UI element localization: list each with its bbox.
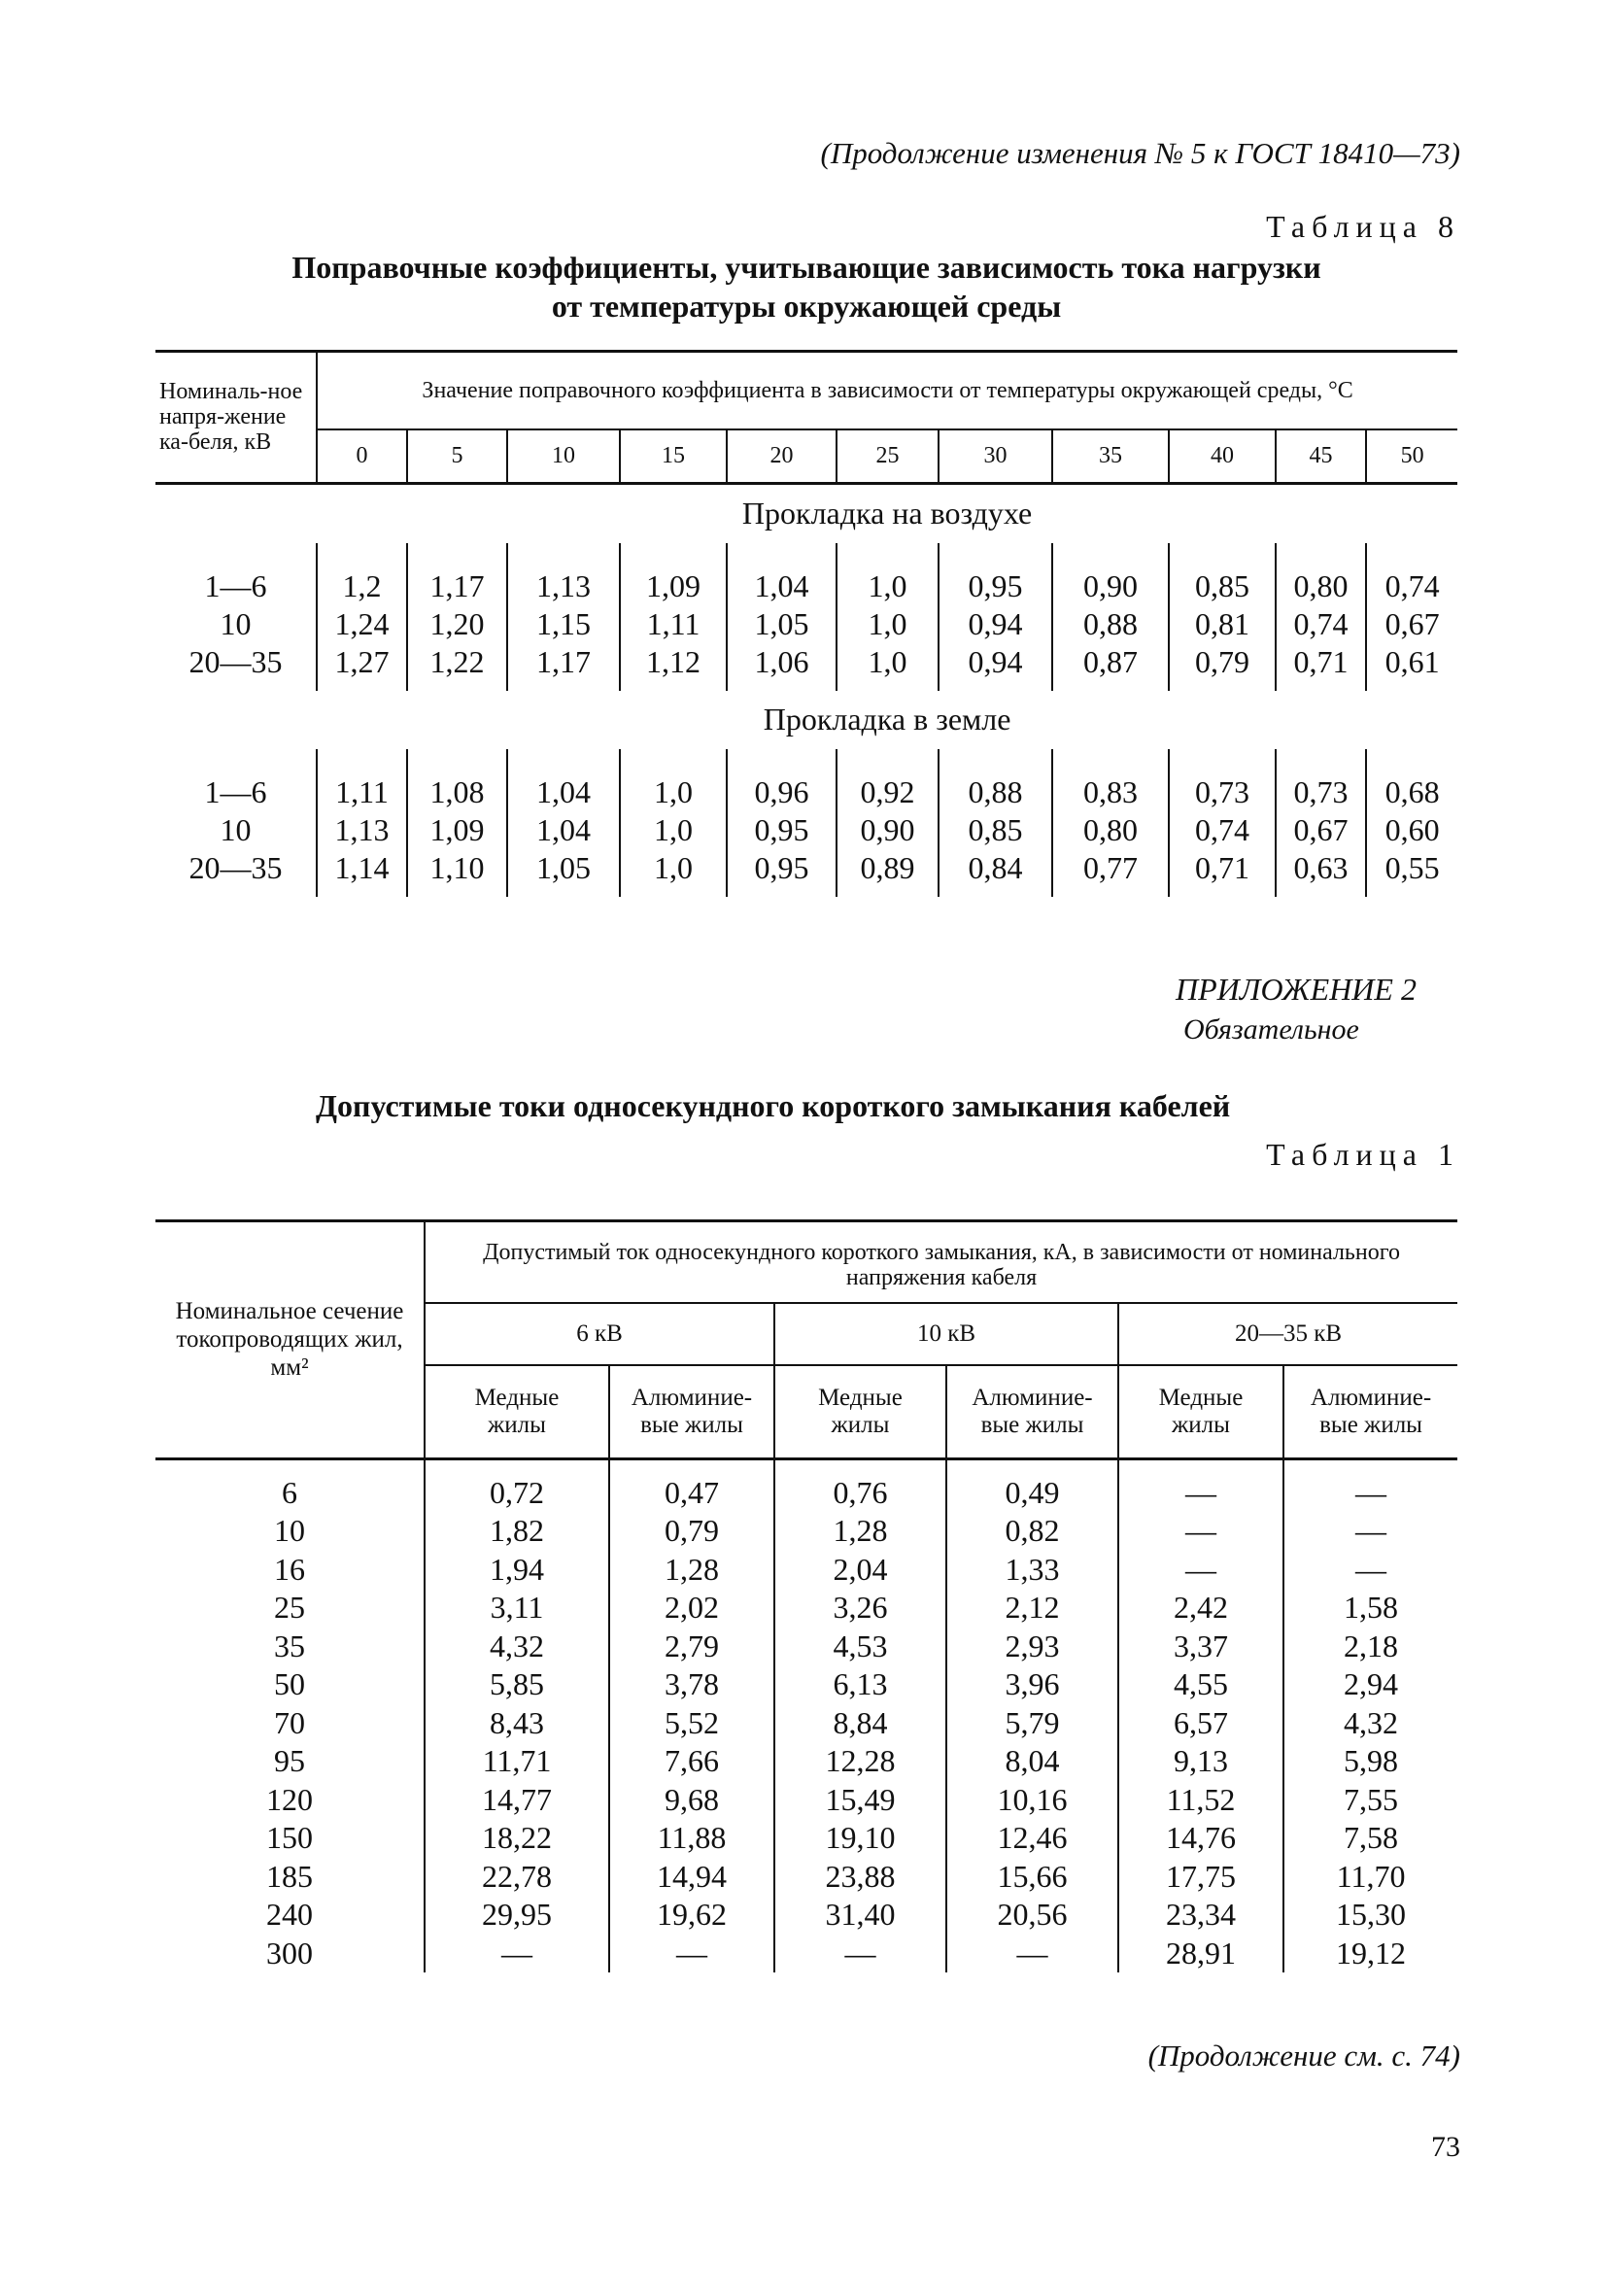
current-cell: 9,13 [1118, 1742, 1283, 1781]
current-cell: 1,28 [774, 1512, 946, 1551]
current-cell: 12,28 [774, 1742, 946, 1781]
current-cell: 0,79 [609, 1512, 774, 1551]
current-cell: — [609, 1935, 774, 1973]
coef-cell: 1,17 [407, 543, 507, 605]
current-cell: 7,55 [1283, 1781, 1457, 1820]
current-cell: 1,58 [1283, 1589, 1457, 1628]
coef-cell: 0,74 [1366, 543, 1457, 605]
coef-cell: 0,88 [939, 749, 1052, 811]
coef-row [155, 543, 1457, 605]
current-cell: 1,28 [609, 1551, 774, 1590]
current-cell: 15,49 [774, 1781, 946, 1820]
current-cell: 4,32 [1283, 1704, 1457, 1743]
current-cell: 2,42 [1118, 1589, 1283, 1628]
coef-cell: 1,0 [620, 749, 727, 811]
table8-voltage-header: Номиналь-ное напря-жение ка-беля, кВ [155, 352, 317, 484]
current-cell: 20,56 [946, 1896, 1118, 1935]
coef-row [155, 643, 1457, 691]
current-cell: 11,52 [1118, 1781, 1283, 1820]
coef-cell: 0,94 [939, 643, 1052, 691]
coef-cell: 1,2 [317, 543, 407, 605]
coef-cell: 0,67 [1366, 605, 1457, 643]
current-cell: 18,22 [425, 1819, 609, 1858]
current-cell: 5,52 [609, 1704, 774, 1743]
voltage-group-header: 20—35 кВ [1118, 1303, 1457, 1365]
voltage-group-header: 10 кВ [774, 1303, 1118, 1365]
temp-header-cell: 20 [727, 429, 837, 483]
coef-cell: 1,04 [507, 749, 620, 811]
coef-cell: 1,14 [317, 849, 407, 897]
current-cell: — [946, 1935, 1118, 1973]
section-cell: 120 [266, 1781, 313, 1817]
coef-cell: 1,11 [317, 749, 407, 811]
current-cell: 0,72 [425, 1458, 609, 1512]
coef-cell: 1,09 [407, 811, 507, 849]
current-cell: 4,53 [774, 1628, 946, 1666]
current-cell: — [1118, 1551, 1283, 1590]
temp-header-cell: 0 [317, 429, 407, 483]
temp-header-cell: 50 [1400, 442, 1424, 468]
current-cell: — [1118, 1458, 1283, 1512]
coef-cell: 1,04 [727, 543, 837, 605]
current-row [155, 1551, 1457, 1590]
current-cell: 9,68 [609, 1781, 774, 1820]
table8-title-line1: Поправочные коэффициенты, учитывающие зависимость тока нагрузки [291, 250, 1321, 285]
voltage-cell: 1—6 [204, 567, 267, 603]
current-cell: 0,76 [774, 1458, 946, 1512]
coef-cell: 0,83 [1052, 749, 1169, 811]
copper-header: Медные жилы [474, 1384, 560, 1438]
current-cell: 8,04 [946, 1742, 1118, 1781]
current-cell: 29,95 [425, 1896, 609, 1935]
current-cell: 31,40 [774, 1896, 946, 1935]
current-row [155, 1512, 1457, 1551]
current-cell: — [425, 1935, 609, 1973]
current-cell: 15,30 [1283, 1896, 1457, 1935]
coef-cell: 0,88 [1052, 605, 1169, 643]
current-cell: 2,18 [1283, 1628, 1457, 1666]
current-cell: 0,47 [609, 1458, 774, 1512]
current-cell: 7,66 [609, 1742, 774, 1781]
current-cell: 2,02 [609, 1589, 774, 1628]
current-cell: 14,77 [425, 1781, 609, 1820]
coef-cell: 0,89 [837, 849, 939, 897]
current-cell: 6,13 [774, 1665, 946, 1704]
current-cell: 23,88 [774, 1858, 946, 1897]
current-cell: 3,78 [609, 1665, 774, 1704]
current-row [155, 1819, 1457, 1858]
coef-cell: 0,68 [1366, 749, 1457, 811]
current-cell: 1,94 [425, 1551, 609, 1590]
coef-cell: 1,17 [507, 643, 620, 691]
coef-cell: 1,24 [317, 605, 407, 643]
coef-cell: 0,90 [837, 811, 939, 849]
coef-cell: 1,08 [407, 749, 507, 811]
coef-cell: 0,95 [727, 811, 837, 849]
voltage-group-header: 6 кВ [576, 1320, 623, 1347]
current-cell: 19,12 [1283, 1935, 1457, 1973]
current-cell: 3,26 [774, 1589, 946, 1628]
current-row [155, 1858, 1457, 1897]
coef-cell: 0,74 [1276, 605, 1366, 643]
coef-cell: 1,13 [317, 811, 407, 849]
coef-cell: 0,55 [1366, 849, 1457, 897]
coef-cell: 1,04 [507, 811, 620, 849]
temp-header-cell: 40 [1169, 429, 1276, 483]
coef-cell: 0,80 [1052, 811, 1169, 849]
current-cell: 19,10 [774, 1819, 946, 1858]
voltage-cell: 10 [220, 811, 252, 847]
correction-coefficients-table [155, 350, 1457, 897]
coef-cell: 0,71 [1169, 849, 1276, 897]
coef-cell: 1,0 [620, 811, 727, 849]
coef-cell: 1,05 [507, 849, 620, 897]
current-cell: 8,43 [425, 1704, 609, 1743]
current-cell: 0,82 [946, 1512, 1118, 1551]
coef-cell: 1,20 [407, 605, 507, 643]
current-cell: 5,85 [425, 1665, 609, 1704]
current-cell: — [1283, 1458, 1457, 1512]
current-cell: 11,88 [609, 1819, 774, 1858]
table8-caption: Таблица 8 [1266, 209, 1460, 244]
current-row [155, 1896, 1457, 1935]
coef-cell: 0,63 [1276, 849, 1366, 897]
temp-header-cell: 10 [507, 429, 620, 483]
coef-cell: 1,11 [620, 605, 727, 643]
current-cell: 10,16 [946, 1781, 1118, 1820]
current-cell: 17,75 [1118, 1858, 1283, 1897]
current-cell: 14,94 [609, 1858, 774, 1897]
current-cell: 7,58 [1283, 1819, 1457, 1858]
appendix-label: ПРИЛОЖЕНИЕ 2 [1176, 972, 1417, 1007]
coef-row [155, 605, 1457, 643]
coef-cell: 1,27 [317, 643, 407, 691]
voltage-cell: 20—35 [188, 643, 283, 679]
coef-cell: 1,0 [837, 543, 939, 605]
coef-row [155, 811, 1457, 849]
aluminium-header: Алюминие-вые жилы [609, 1365, 774, 1458]
coef-cell: 0,77 [1052, 849, 1169, 897]
coef-cell: 0,71 [1276, 643, 1366, 691]
current-cell: 2,04 [774, 1551, 946, 1590]
current-cell: 15,66 [946, 1858, 1118, 1897]
current-row [155, 1665, 1457, 1704]
section-ground-label: Прокладка в земле [763, 702, 1011, 737]
current-cell: 22,78 [425, 1858, 609, 1897]
section-cell: 240 [266, 1897, 313, 1932]
current-row [155, 1742, 1457, 1781]
temp-header-cell: 5 [407, 429, 507, 483]
table8-coef-header: Значение поправочного коэффициента в зависимости от температуры окружающей среды, °С [317, 352, 1457, 430]
current-cell: — [1283, 1551, 1457, 1590]
section-cell: 150 [266, 1820, 313, 1855]
coef-row [155, 849, 1457, 897]
current-cell: 6,57 [1118, 1704, 1283, 1743]
continuation-header: (Продолжение изменения № 5 к ГОСТ 18410—73) [820, 136, 1460, 170]
table1-section-header: Номинальное сечение токопроводящих жил, мм² [155, 1221, 425, 1459]
current-row [155, 1458, 1457, 1512]
coef-cell: 1,10 [407, 849, 507, 897]
section-cell: 10 [274, 1513, 305, 1548]
section-cell: 35 [274, 1628, 305, 1663]
current-cell: 3,96 [946, 1665, 1118, 1704]
appendix-status: Обязательное [1183, 1013, 1359, 1045]
section-cell: 185 [266, 1858, 313, 1894]
short-circuit-currents-table [155, 1219, 1457, 1972]
coef-cell: 0,95 [939, 543, 1052, 605]
aluminium-header: Алюминие-вые жилы [1283, 1365, 1457, 1458]
current-row [155, 1628, 1457, 1666]
temp-header-cell: 35 [1052, 429, 1169, 483]
coef-cell: 0,87 [1052, 643, 1169, 691]
current-cell: 1,33 [946, 1551, 1118, 1590]
section-cell: 16 [274, 1551, 305, 1587]
continued-note: (Продолжение см. с. 74) [1147, 2039, 1460, 2073]
current-cell: 23,34 [1118, 1896, 1283, 1935]
current-cell: 2,79 [609, 1628, 774, 1666]
coef-cell: 0,60 [1366, 811, 1457, 849]
section-cell: 95 [274, 1743, 305, 1778]
current-cell: 2,93 [946, 1628, 1118, 1666]
current-row [155, 1781, 1457, 1820]
current-row [155, 1589, 1457, 1628]
coef-cell: 1,13 [507, 543, 620, 605]
coef-cell: 0,96 [727, 749, 837, 811]
temp-header-cell: 30 [939, 429, 1052, 483]
section-air-label: Прокладка на воздухе [741, 496, 1033, 531]
coef-cell: 0,67 [1276, 811, 1366, 849]
section-cell: 25 [274, 1590, 305, 1625]
coef-cell: 1,0 [837, 643, 939, 691]
current-cell: 28,91 [1118, 1935, 1283, 1973]
coef-cell: 0,80 [1276, 543, 1366, 605]
current-cell: 3,37 [1118, 1628, 1283, 1666]
coef-cell: 0,84 [939, 849, 1052, 897]
voltage-cell: 1—6 [204, 773, 267, 809]
current-cell: 0,49 [946, 1458, 1118, 1512]
coef-cell: 1,09 [620, 543, 727, 605]
aluminium-header: Алюминие-вые жилы [946, 1365, 1118, 1458]
coef-cell: 1,05 [727, 605, 837, 643]
coef-cell: 0,85 [1169, 543, 1276, 605]
current-cell: 4,55 [1118, 1665, 1283, 1704]
section-cell: 300 [266, 1935, 313, 1970]
coef-cell: 0,73 [1276, 749, 1366, 811]
table8-title [155, 248, 1457, 326]
current-cell: 11,71 [425, 1742, 609, 1781]
coef-cell: 1,06 [727, 643, 837, 691]
current-cell: — [1283, 1512, 1457, 1551]
table8-title-line2: от температуры окружающей среды [551, 289, 1062, 324]
current-cell: 8,84 [774, 1704, 946, 1743]
temp-header-cell: 45 [1276, 429, 1366, 483]
coef-cell: 0,61 [1366, 643, 1457, 691]
coef-cell: 1,0 [620, 849, 727, 897]
coef-cell: 1,0 [837, 605, 939, 643]
table1-caption: Таблица 1 [1266, 1137, 1460, 1172]
coef-cell: 1,15 [507, 605, 620, 643]
section-cell: 70 [274, 1704, 305, 1740]
page-number: 73 [1431, 2131, 1460, 2163]
coef-cell: 0,81 [1169, 605, 1276, 643]
current-row [155, 1935, 1457, 1973]
current-cell: 12,46 [946, 1819, 1118, 1858]
current-cell: — [774, 1935, 946, 1973]
current-cell: 4,32 [425, 1628, 609, 1666]
coef-cell: 0,73 [1169, 749, 1276, 811]
current-cell: 2,94 [1283, 1665, 1457, 1704]
current-cell: 1,82 [425, 1512, 609, 1551]
voltage-cell: 20—35 [188, 849, 283, 885]
coef-cell: 0,90 [1052, 543, 1169, 605]
coef-cell: 0,79 [1169, 643, 1276, 691]
current-cell: 5,98 [1283, 1742, 1457, 1781]
current-cell: 3,11 [425, 1589, 609, 1628]
current-cell: 5,79 [946, 1704, 1118, 1743]
coef-cell: 0,85 [939, 811, 1052, 849]
coef-cell: 1,12 [620, 643, 727, 691]
copper-header: Медные жилы [1118, 1365, 1283, 1458]
copper-header: Медные жилы [774, 1365, 946, 1458]
coef-cell: 0,74 [1169, 811, 1276, 849]
section-cell: 6 [282, 1474, 297, 1510]
temp-header-cell: 25 [837, 429, 939, 483]
section-cell: 50 [274, 1666, 305, 1701]
table1-current-header: Допустимый ток односекундного короткого замыкания, кА, в зависимости от номинального напряжения кабеля [425, 1221, 1457, 1304]
current-cell: 2,12 [946, 1589, 1118, 1628]
current-cell: 11,70 [1283, 1858, 1457, 1897]
temp-header-cell: 15 [620, 429, 727, 483]
coef-cell: 1,22 [407, 643, 507, 691]
coef-row [155, 749, 1457, 811]
current-cell: 14,76 [1118, 1819, 1283, 1858]
current-cell: — [1118, 1512, 1283, 1551]
voltage-cell: 10 [220, 605, 252, 641]
current-row [155, 1704, 1457, 1743]
coef-cell: 0,94 [939, 605, 1052, 643]
coef-cell: 0,95 [727, 849, 837, 897]
table1-title: Допустимые токи односекундного короткого замыкания кабелей [316, 1088, 1231, 1123]
current-cell: 19,62 [609, 1896, 774, 1935]
coef-cell: 0,92 [837, 749, 939, 811]
